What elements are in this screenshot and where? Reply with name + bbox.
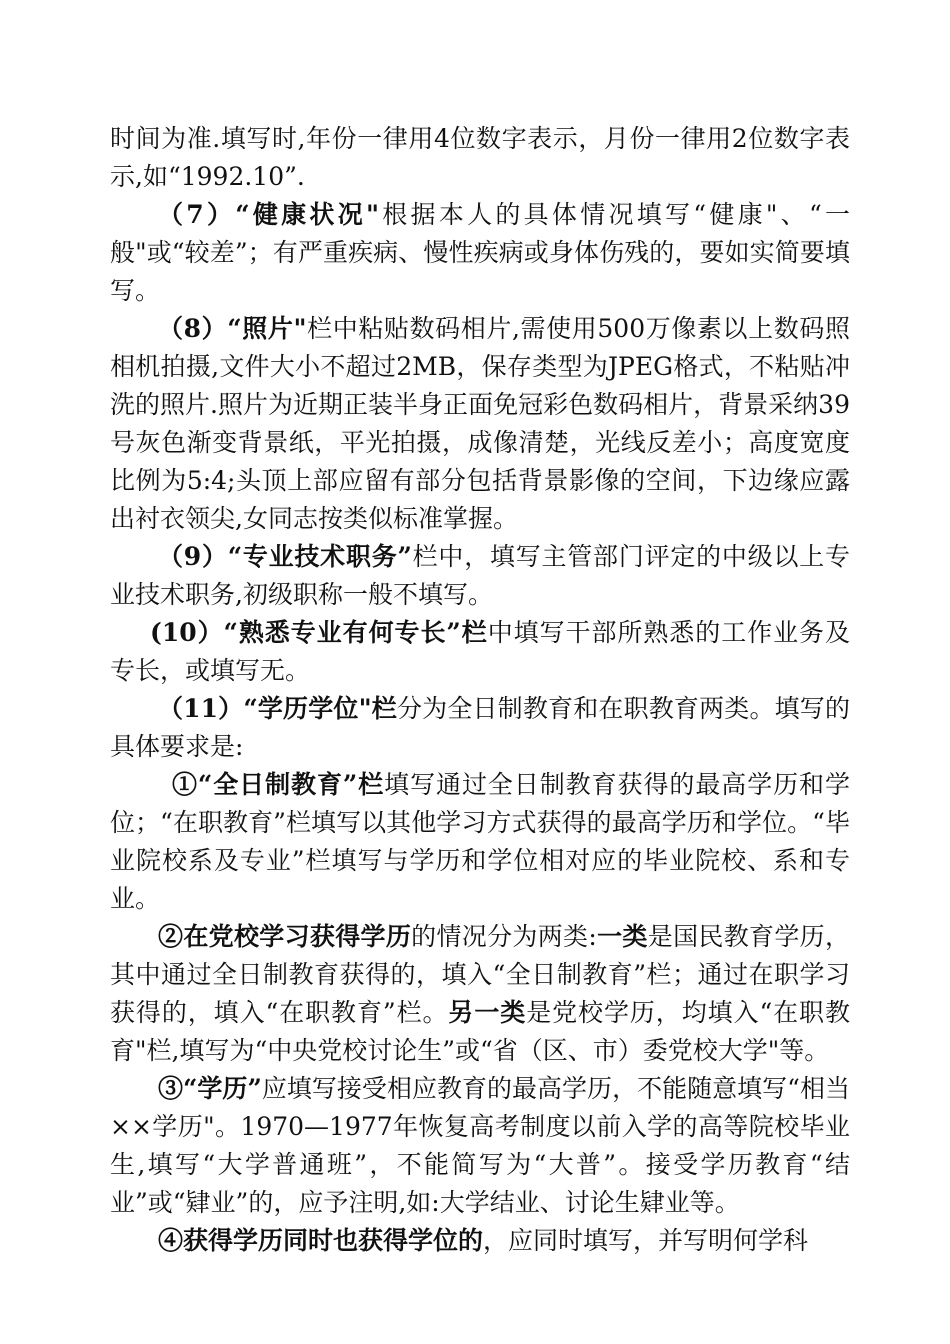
paragraph-text: 是国民教育学历，其中通过全日制教育获得的，填入“全日制教育”栏；通过在职学习获得的，填入“在职教育”栏。: [110, 922, 850, 1027]
document-page: [110, 120, 850, 1260]
paragraph-expertise: [110, 614, 850, 690]
item-heading: （8）“照片": [158, 314, 307, 343]
paragraph-photo: [110, 310, 850, 538]
item-heading: （7）“健康状况": [158, 200, 379, 229]
paragraph-text: 填写通过全日制教育获得的最高学历和学位；“在职教育”栏填写以其他学习方式获得的最高学历和学位。“毕业院校系及专业”栏填写与学历和学位相对应的毕业院校、系和专业。: [110, 770, 850, 913]
paragraph-date-format: [110, 120, 850, 196]
paragraph-text: 栏中，填写主管部门评定的中级以上专业技术职务,初级职称一般不填写。: [110, 542, 850, 609]
paragraph-text: 根据本人的具体情况填写“健康"、“一般"或“较差”；有严重疾病、慢性疾病或身体伤残的，要如实简要填写。: [110, 200, 850, 305]
paragraph-text: 应填写接受相应教育的最高学历，不能随意填写“相当××学历"。1970—1977年恢复高考制度以前入学的高等院校毕业生,填写“大学普通班”，不能简写为“大普”。接受学历教育“结业”或“肄业”的，应予注明,如:大学结业、讨论生肄业等。: [110, 1074, 850, 1217]
paragraph-professional-title: [110, 538, 850, 614]
item-heading: ③“学历”: [158, 1074, 262, 1103]
paragraph-text: 的情况分为两类:: [411, 922, 597, 951]
item-keyword: 另一类: [448, 998, 527, 1027]
paragraph-party-school: [110, 918, 850, 1070]
item-heading: （9）“专业技术职务”: [158, 542, 412, 571]
item-heading: ②在党校学习获得学历: [158, 922, 412, 951]
paragraph-health-status: [110, 196, 850, 310]
paragraph-text: 时间为准.填写时,年份一律用4位数字表示，月份一律用2位数字表示,如“1992.10”.: [110, 124, 850, 191]
item-heading: ①“全日制教育”栏: [172, 770, 385, 799]
paragraph-text: 分为全日制教育和在职教育两类。填写的具体要求是:: [110, 694, 850, 761]
paragraph-text: 中填写干部所熟悉的工作业务及专长，或填写无。: [110, 618, 850, 685]
item-heading: ④获得学历同时也获得学位的: [158, 1226, 484, 1255]
paragraph-degree-with-education: [110, 1222, 850, 1260]
paragraph-text: ，应同时填写，并写明何学科: [483, 1226, 809, 1255]
paragraph-education-level: [110, 1070, 850, 1222]
item-keyword: 一类: [596, 922, 648, 951]
item-heading: （11）“学历学位"栏: [158, 694, 397, 723]
item-heading: (10）“熟悉专业有何专长”栏: [150, 618, 488, 647]
paragraph-fulltime-education: [110, 766, 850, 918]
paragraph-text: 栏中粘贴数码相片,需使用500万像素以上数码照相机拍摄,文件大小不超过2MB，保存类型为JPEG格式，不粘贴冲洗的照片.照片为近期正装半身正面免冠彩色数码相片，背景采纳39号灰色渐变背景纸，平光拍摄，成像清楚，光线反差小；高度宽度比例为5:4;头顶上部应留有部分包括背景影像的空间，下边缘应露出衬衣领尖,女同志按类似标准掌握。: [110, 314, 850, 533]
paragraph-text: 是党校学历，均填入“在职教育"栏,填写为“中央党校讨论生”或“省（区、市）委党校大学"等。: [110, 998, 850, 1065]
paragraph-education-degree: [110, 690, 850, 766]
